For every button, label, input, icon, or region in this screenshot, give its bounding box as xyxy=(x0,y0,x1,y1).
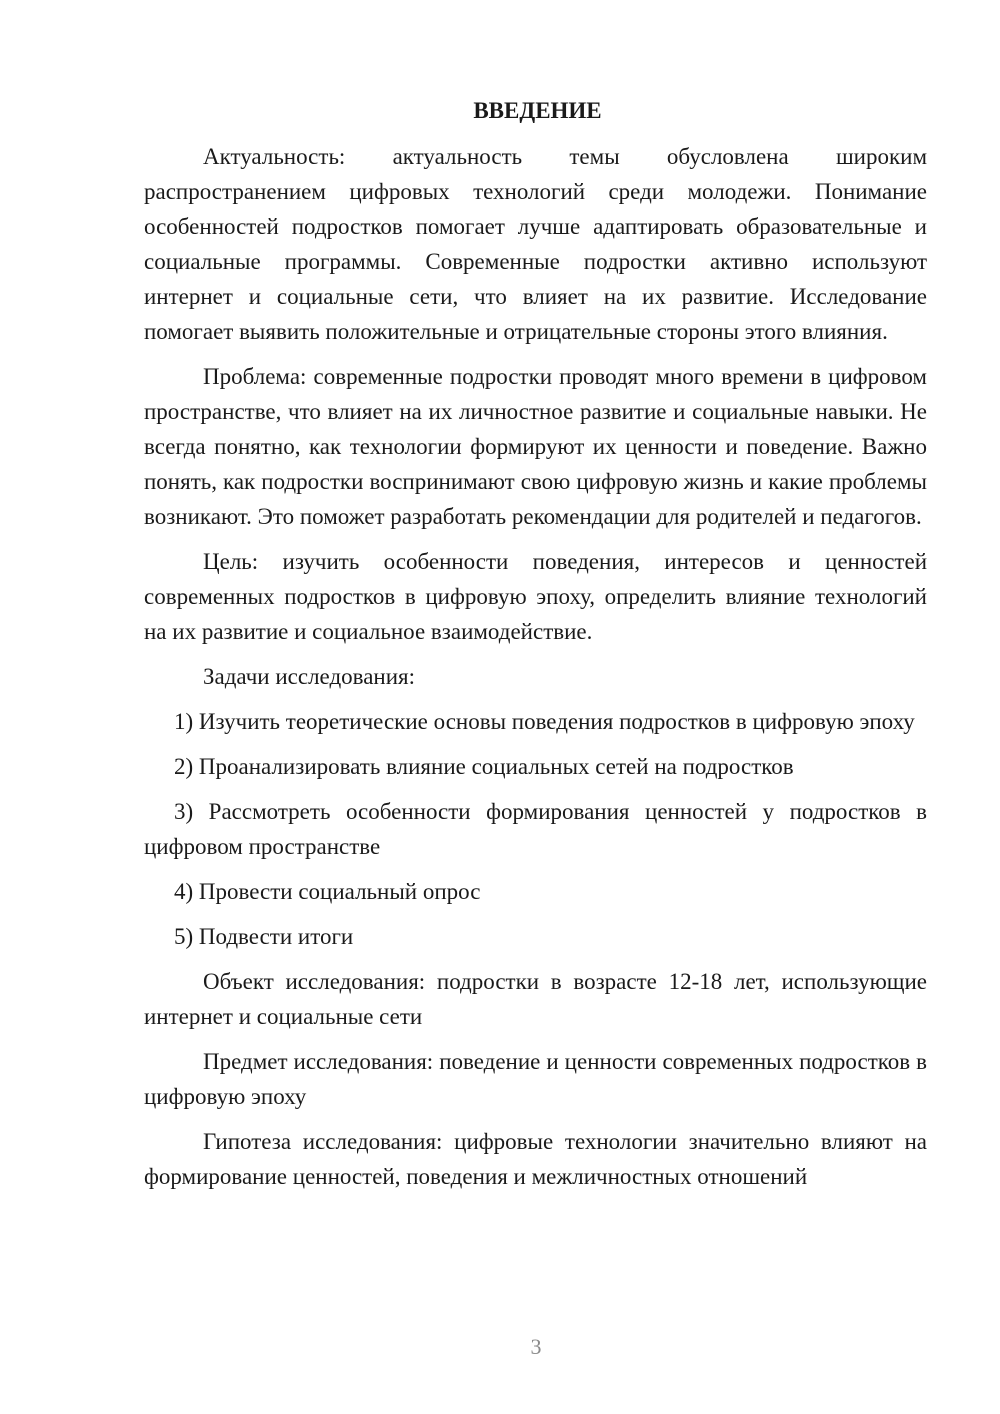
tasks-title: Задачи исследования: xyxy=(203,664,416,689)
task-item-4: 4) Провести социальный опрос xyxy=(174,879,481,904)
hypothesis-paragraph: Гипотеза исследования: цифровые технологии значительно влияют на формирование ценностей, поведения и межличностных отношений xyxy=(144,1129,927,1189)
task-item-1: 1) Изучить теоретические основы поведения подростков в цифровую эпоху xyxy=(174,709,915,734)
object-paragraph: Объект исследования: подростки в возрасте 12-18 лет, использующие интернет и социальные сети xyxy=(144,969,927,1029)
goal-paragraph: Цель: изучить особенности поведения, интересов и ценностей современных подростков в цифровую эпоху, определить влияние технологий на их развитие и социальное взаимодействие. xyxy=(144,549,927,644)
subject-paragraph: Предмет исследования: поведение и ценности современных подростков в цифровую эпоху xyxy=(144,1049,927,1109)
task-item-3: 3) Рассмотреть особенности формирования ценностей у подростков в цифровом пространстве xyxy=(144,799,927,859)
page-number: 3 xyxy=(530,1334,542,1359)
relevance-paragraph: Актуальность: актуальность темы обусловлена широким распространением цифровых технологий среди молодежи. Понимание особенностей подростков помогает лучше адаптировать образовательные и социальные программы. Современные подростки активно используют интернет и социальные сети, что влияет на их развитие. Исследование помогает выявить положительные и отрицательные стороны этого влияния. xyxy=(144,144,927,344)
page-content xyxy=(144,96,927,1204)
problem-paragraph: Проблема: современные подростки проводят много времени в цифровом пространстве, что влияет на их личностное развитие и социальные навыки. Не всегда понятно, как технологии формируют их ценности и поведение. Важно понять, как подростки воспринимают свою цифровую жизнь и какие проблемы возникают. Это поможет разработать рекомендации для родителей и педагогов. xyxy=(144,364,927,529)
task-item-5: 5) Подвести итоги xyxy=(174,924,354,949)
section-heading: ВВЕДЕНИЕ xyxy=(473,98,602,123)
task-item-2: 2) Проанализировать влияние социальных сетей на подростков xyxy=(174,754,794,779)
